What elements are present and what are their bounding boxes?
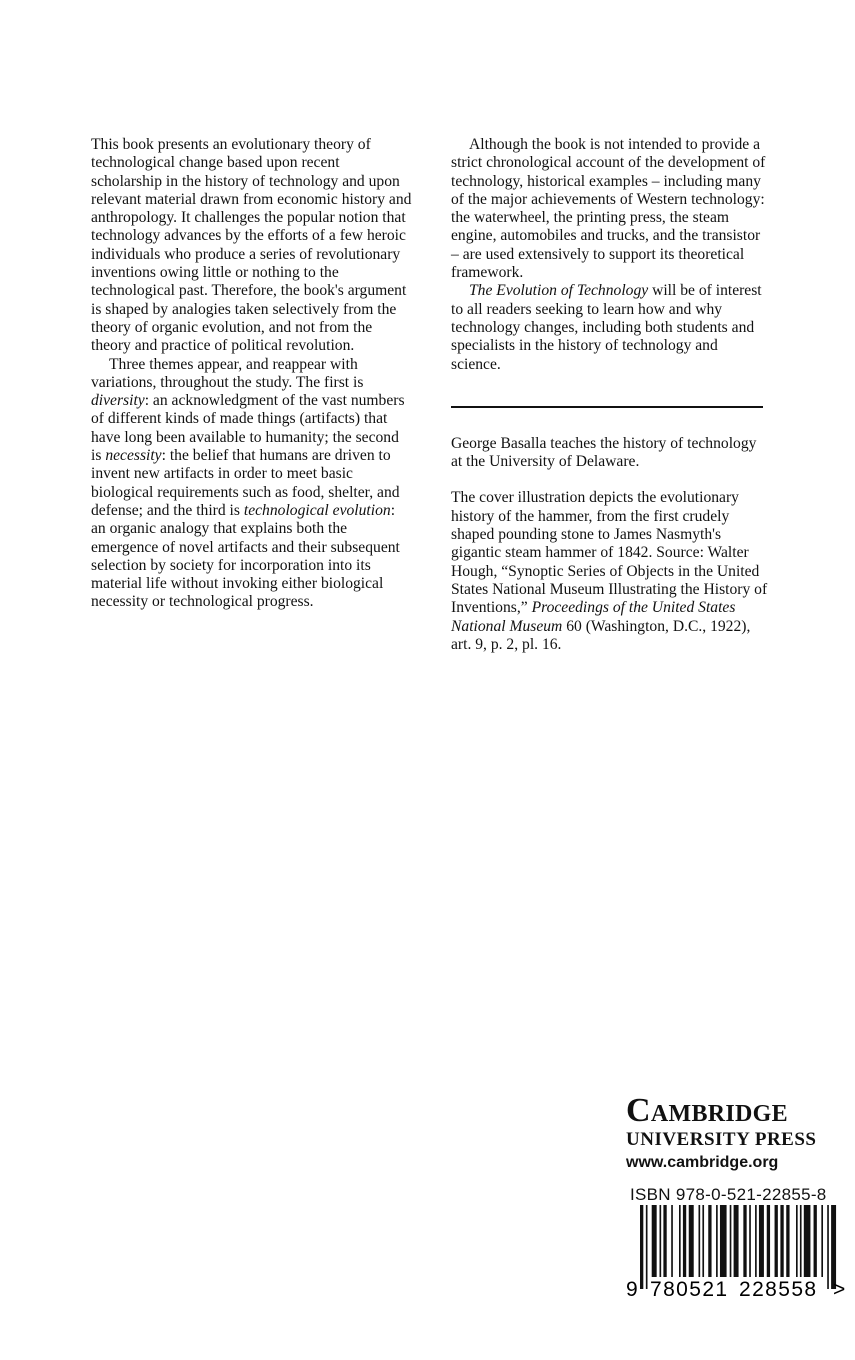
right-column [451, 136, 771, 654]
left-column [91, 136, 413, 612]
barcode-graphic [626, 1205, 851, 1298]
barcode-bar [831, 1205, 836, 1289]
book-title: The Evolution of Technology [469, 282, 649, 300]
barcode-bar [679, 1205, 681, 1277]
author-note: George Basalla teaches the history of technology at the University of Delaware. [451, 434, 757, 471]
barcode-bar [734, 1205, 739, 1277]
blurb-paragraph-2: Three themes appear, and reappear with variations, throughout the study. The first is diversity: an acknowledgment of the vast numbers of different kinds of made things (artifacts) that have long been available to humanity; the second is necessity: the belief that humans are driven to invent new artifacts in order to meet basic biological requirements such as food, shelter, and defense; and the third is technological evolution: an organic analogy that explains both the emergence of novel artifacts and their subsequent selection by society for incorporation into its material life without invoking either biological necessity or technological progress. [91, 355, 405, 611]
barcode-bar [743, 1205, 746, 1277]
barcode-bar [796, 1205, 798, 1277]
barcode-bar [780, 1205, 783, 1277]
cover-illustration-note: The cover illustration depicts the evolutionary history of the hammer, from the first crudely shaped pounding stone to James Nasmyth's gigantic steam hammer of 1842. Source: Walter Hough, “Synoptic Series of Objects in the United States National Museum Illustrating the History of Inventions,” Proceedings of the United States National Museum 60 (Washington, D.C., 1922), art. 9, p. 2, pl. 16. [451, 489, 768, 653]
barcode-bar [786, 1205, 789, 1277]
publisher-subname: UNIVERSITY PRESS [626, 1129, 817, 1150]
barcode-bar [755, 1205, 757, 1277]
barcode-quiet-zone-mark: > [833, 1278, 846, 1298]
barcode-bar [702, 1205, 704, 1277]
barcode-bar [800, 1205, 802, 1277]
publisher-name: Cambridge [626, 1092, 788, 1129]
barcode-bar [671, 1205, 673, 1277]
barcode-bar [689, 1205, 694, 1277]
blurb-paragraph-1: This book presents an evolutionary theory of technological change based upon recent scholarship in the history of technology and upon relevant material drawn from economic history and anthropology. It challenges the popular notion that technology advances by the efforts of a few heroic individuals who produce a series of revolutionary inventions owing little or nothing to the technological past. Therefore, the book's argument is shaped by analogies taken selectively from the theory of organic evolution, and not from the theory and practice of political revolution. [91, 136, 412, 355]
barcode-bar [814, 1205, 817, 1277]
isbn-label: ISBN 978-0-521-22855-8 [630, 1185, 827, 1204]
emphasis-technological-evolution: technological evolution [243, 501, 391, 519]
publisher-logo [626, 1093, 855, 1175]
emphasis-necessity: necessity [105, 447, 162, 465]
blurb-paragraph-4: The Evolution of Technology will be of interest to all readers seeking to learn how and why technology changes, including both students and specialists in the history of technology and science. [451, 282, 762, 373]
source-publication-title: Proceedings of the United States National Museum [451, 599, 736, 635]
barcode-bar [827, 1205, 829, 1289]
barcode-bar [821, 1205, 823, 1277]
barcode-bar [646, 1205, 648, 1289]
barcode-bar [759, 1205, 764, 1277]
barcode-bar [730, 1205, 732, 1277]
barcode-bar [652, 1205, 657, 1277]
divider-rule [451, 406, 763, 408]
barcode-digits-group-2: 228558 [739, 1278, 818, 1298]
barcode-bar [767, 1205, 770, 1277]
emphasis-diversity: diversity [91, 392, 145, 410]
barcode-digits-group-1: 780521 [650, 1278, 729, 1298]
barcode-bar [660, 1205, 662, 1277]
barcode-bar [775, 1205, 778, 1277]
barcode-bar [708, 1205, 711, 1277]
barcode-bar [683, 1205, 686, 1277]
publisher-url: www.cambridge.org [626, 1154, 779, 1171]
barcode-bar [716, 1205, 718, 1277]
barcode-bar [804, 1205, 811, 1277]
barcode-bar [699, 1205, 701, 1277]
barcode-bar [749, 1205, 751, 1277]
blurb-paragraph-3: Although the book is not intended to provide a strict chronological account of the development of technology, historical examples – including many of the major achievements of Western technology: the waterwheel, the printing press, the steam engine, automobiles and trucks, and the transistor – are used extensively to support its theoretical framework. [451, 136, 766, 282]
barcode-digit-lead: 9 [626, 1278, 638, 1298]
barcode-bar [640, 1205, 643, 1289]
barcode-bar [720, 1205, 727, 1277]
isbn-barcode [626, 1205, 851, 1298]
barcode-bar [663, 1205, 666, 1277]
